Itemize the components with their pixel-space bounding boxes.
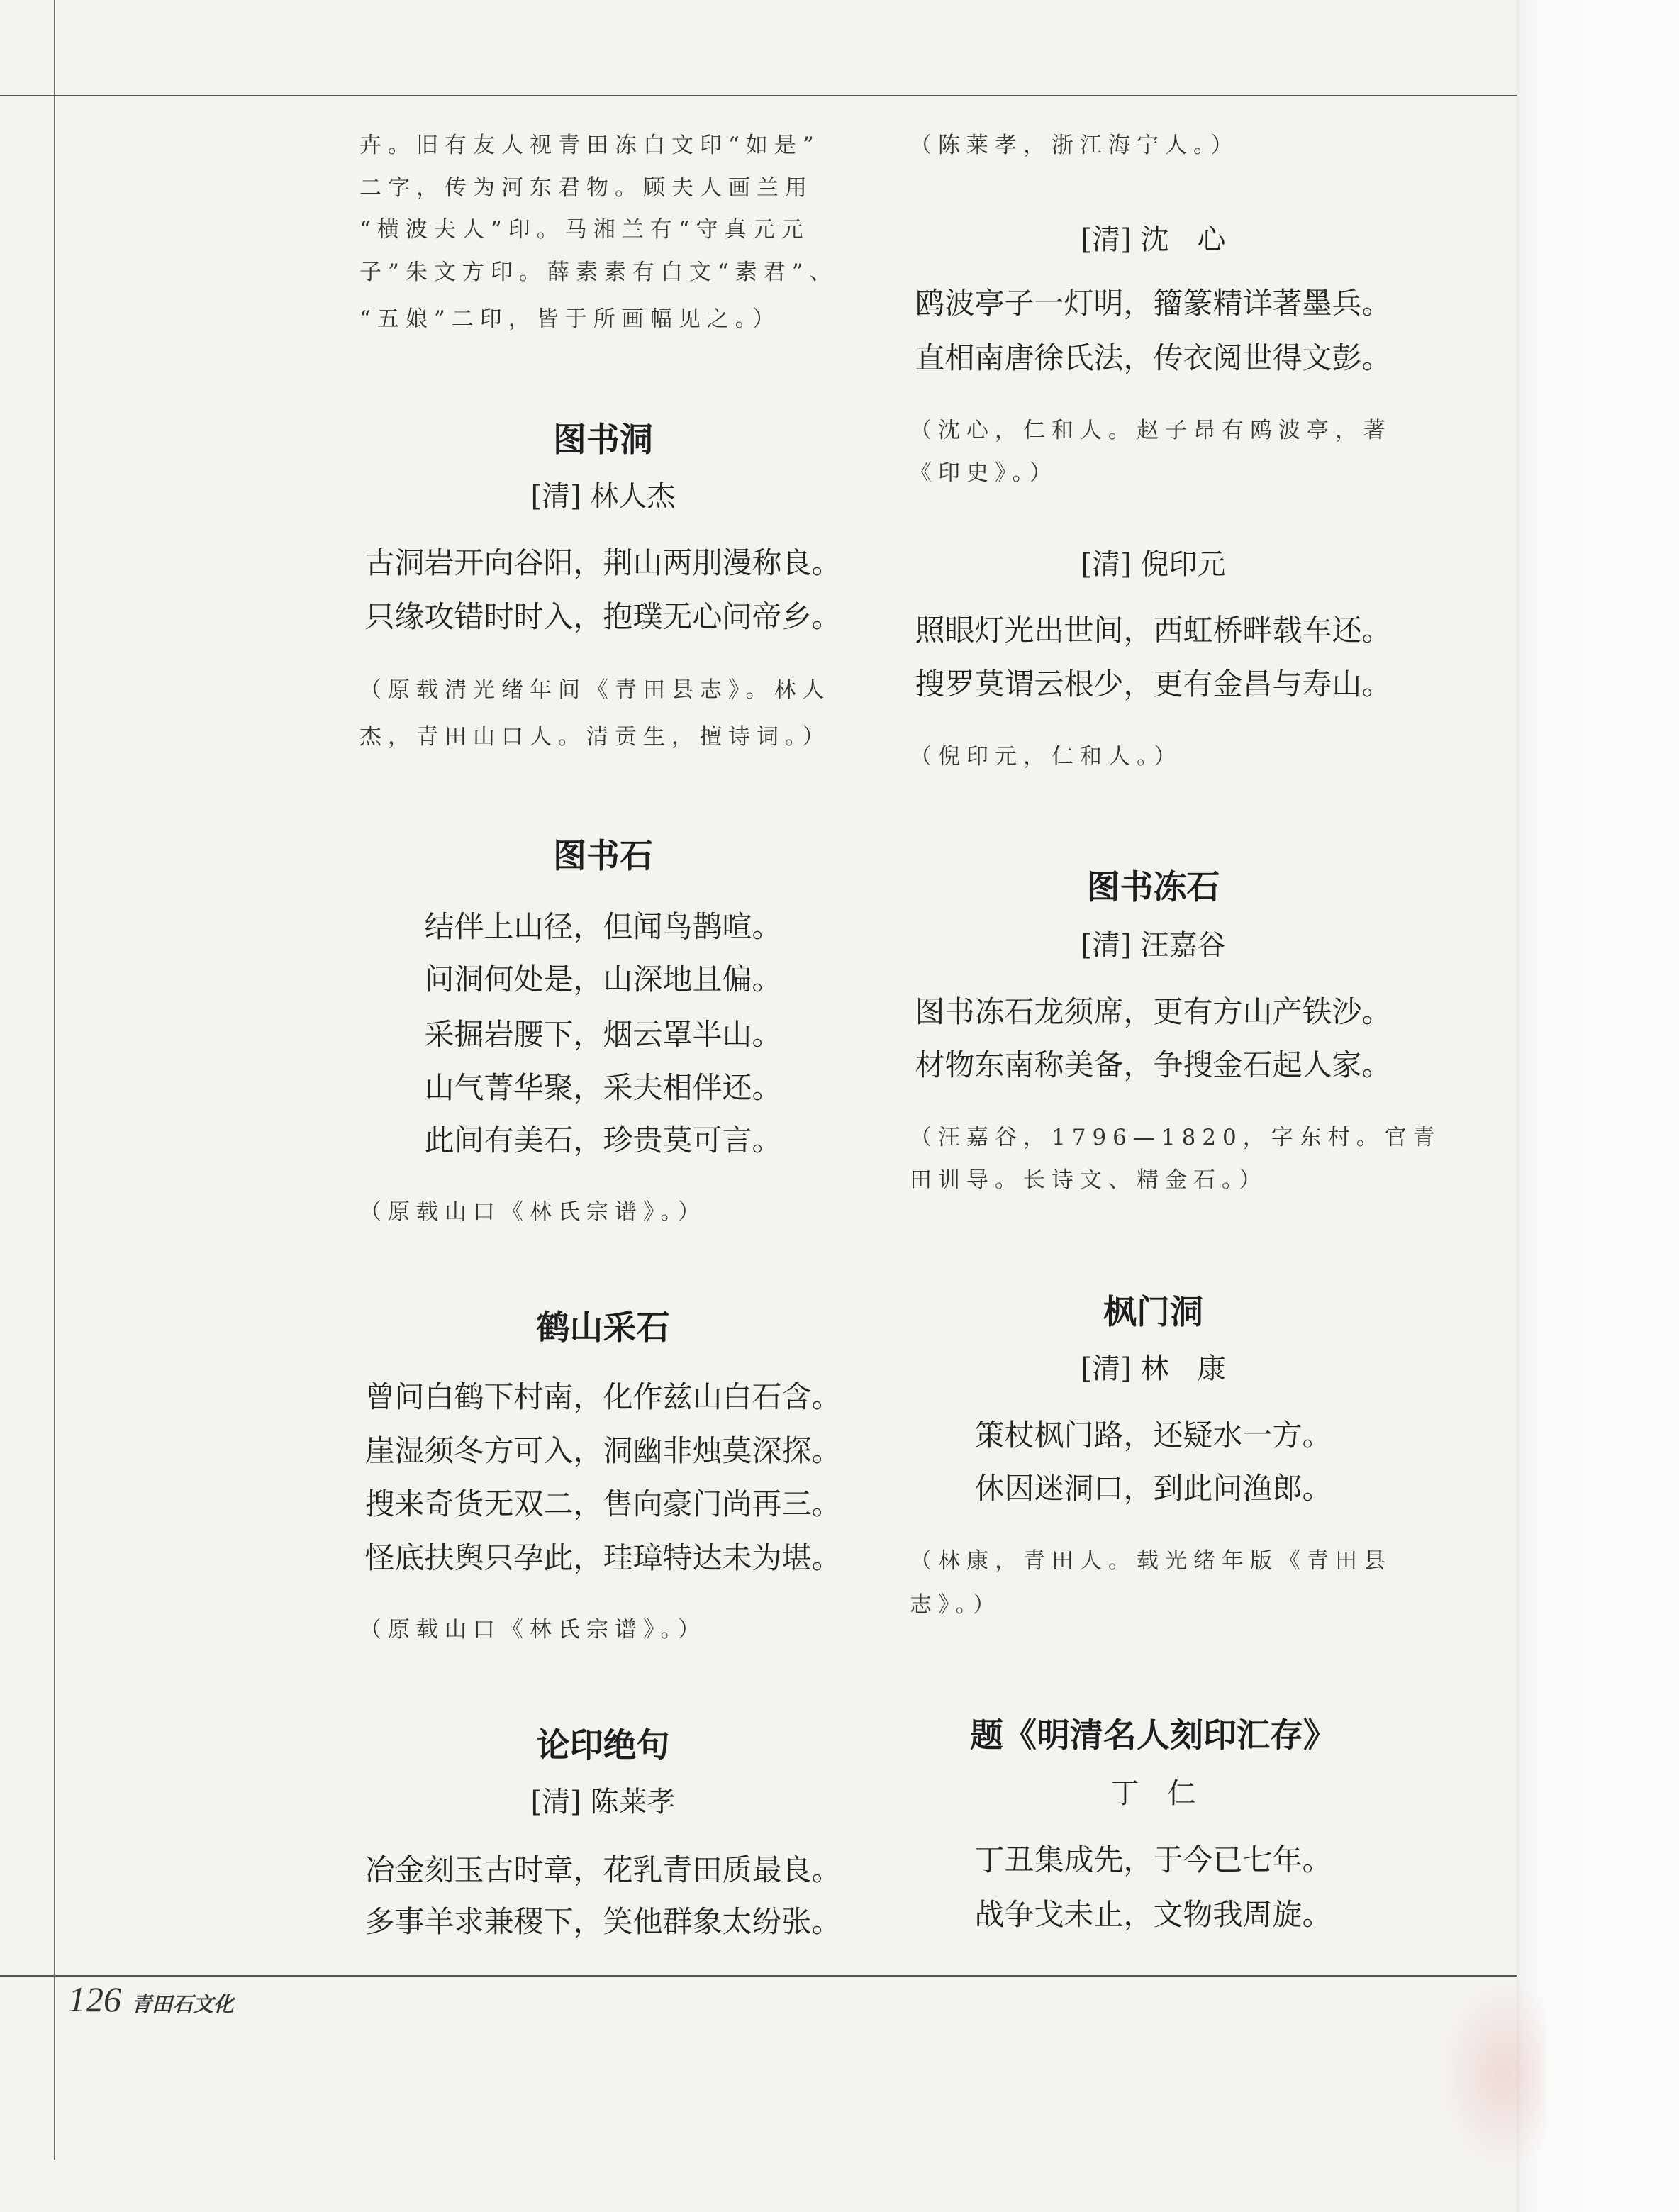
note-line: 子”朱文方印。薛素素有白文“素君”、 — [359, 260, 838, 285]
note-line: 田训导。长诗文、精金石。） — [910, 1167, 1268, 1193]
poem-line: 策杖枫门路，还疑水一方。 — [974, 1418, 1332, 1452]
note-line: （林康，青田人。载光绪年版《青田县 — [910, 1548, 1392, 1574]
poem-title: 枫门洞 — [1103, 1293, 1203, 1332]
poem-line: 直相南唐徐氏法，传衣阅世得文彭。 — [915, 340, 1392, 375]
poem-line: 图书冻石龙须席，更有方山产铁沙。 — [915, 994, 1392, 1029]
poem-line: 崖湿须冬方可入，洞幽非烛莫深探。 — [364, 1433, 842, 1468]
poem-line: 问洞何处是，山深地且偏。 — [424, 962, 782, 996]
poem-line: 材物东南称美备，争搜金石起人家。 — [915, 1047, 1392, 1082]
poem-line: 采掘岩腰下，烟云罩半山。 — [424, 1017, 782, 1052]
note-line: （沈心，仁和人。赵子昂有鸥波亭，著 — [910, 418, 1392, 443]
poem-author: 丁 仁 — [1110, 1777, 1196, 1810]
poem-line: 休因迷洞口，到此问渔郎。 — [974, 1471, 1332, 1506]
note-line: （倪印元，仁和人。） — [910, 744, 1183, 769]
note-line: （陈莱孝，浙江海宁人。） — [910, 133, 1239, 158]
poem-line: 鸥波亭子一灯明，籀篆精详著墨兵。 — [915, 286, 1392, 321]
note-line: “横波夫人”印。马湘兰有“守真元元 — [359, 217, 810, 243]
poem-title: 图书石 — [553, 837, 653, 876]
poem-author: [清] 汪嘉谷 — [1081, 929, 1226, 962]
left-column — [359, 0, 847, 2212]
poem-line: 古洞岩开向谷阳，荆山两刖漫称良。 — [364, 545, 842, 580]
poem-line: 多事羊求兼稷下，笑他群象太纷张。 — [364, 1904, 842, 1939]
poem-author: [清] 林人杰 — [530, 480, 676, 513]
note-line: 杰，青田山口人。清贡生，擅诗词。） — [359, 724, 831, 750]
poem-line: 冶金刻玉古时章，花乳青田质最良。 — [364, 1852, 842, 1887]
note-line: （汪嘉谷，1796—1820，字东村。官青 — [910, 1125, 1441, 1150]
poem-line: 搜罗莫谓云根少，更有金昌与寿山。 — [915, 667, 1392, 701]
poem-line: 战争戈未止，文物我周旋。 — [974, 1897, 1332, 1932]
poem-line: 丁丑集成先，于今已七年。 — [974, 1843, 1332, 1877]
poem-line: 此间有美石，珍贵莫可言。 — [424, 1123, 782, 1157]
poem-title: 论印绝句 — [536, 1726, 670, 1765]
page-number: 126 — [68, 1979, 121, 2019]
note-line: （原载山口《林氏宗谱》。） — [359, 1199, 706, 1225]
note-line: （原载清光绪年间《青田县志》。林人 — [359, 677, 831, 703]
paper-stain — [1439, 1979, 1546, 2170]
poem-line: 曾问白鹤下村南，化作兹山白石含。 — [364, 1379, 842, 1414]
note-line: （原载山口《林氏宗谱》。） — [359, 1617, 706, 1643]
poem-line: 照眼灯光出世间，西虹桥畔载车还。 — [915, 613, 1392, 648]
right-column — [910, 0, 1441, 2212]
note-line: “五娘”二印，皆于所画幅见之。） — [359, 306, 781, 332]
poem-title: 图书洞 — [553, 421, 653, 460]
margin-rule — [54, 0, 55, 2160]
poem-line: 搜来奇货无双二，售向豪门尚再三。 — [364, 1486, 842, 1521]
page-footer — [68, 1979, 234, 2024]
paper-edge — [1517, 0, 1679, 2212]
poem-line: 结伴上山径，但闻鸟鹊喧。 — [424, 909, 782, 944]
poem-author: [清] 林 康 — [1081, 1352, 1226, 1385]
note-line: 二字，传为河东君物。顾夫人画兰用 — [359, 175, 813, 201]
poem-line: 怪底扶舆只孕此，珪璋特达未为堪。 — [364, 1540, 842, 1575]
poem-title: 图书冻石 — [1086, 868, 1220, 907]
poem-line: 只缘攻错时时入，抱璞无心问帝乡。 — [364, 599, 842, 634]
poem-title: 鹤山采石 — [536, 1308, 670, 1347]
poem-line: 山气菁华聚，采夫相伴还。 — [424, 1070, 782, 1105]
poem-author: [清] 陈莱孝 — [530, 1786, 676, 1818]
poem-author: [清] 倪印元 — [1081, 548, 1226, 581]
poem-title: 题《明清名人刻印汇存》 — [970, 1716, 1337, 1755]
poem-author: [清] 沈 心 — [1081, 223, 1226, 256]
running-title: 青田石文化 — [131, 1992, 235, 2016]
note-line: 《印史》。） — [910, 460, 1058, 486]
note-line: 志》。） — [910, 1592, 1001, 1618]
note-line: 卉。旧有友人视青田冻白文印“如是” — [359, 133, 820, 158]
